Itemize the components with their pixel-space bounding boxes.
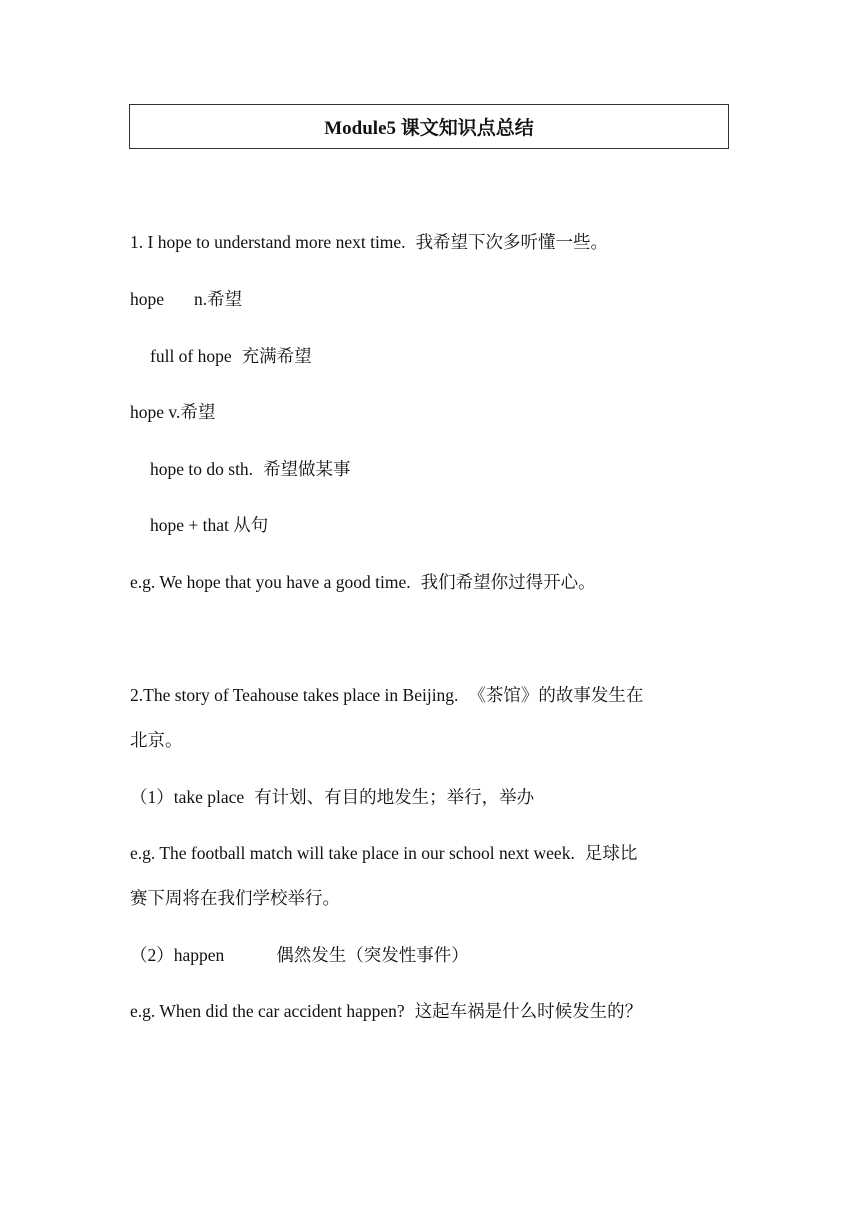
point1-line: [130, 786, 534, 808]
example2-cn: 这起车祸是什么时候发生的？: [414, 1001, 643, 1021]
hope-to-do-cn: 希望做某事: [263, 459, 351, 479]
hope-noun-def: n.希望: [194, 289, 243, 309]
point2-en: happen: [173, 945, 225, 965]
point1-en: take place: [173, 787, 245, 807]
point2-cn: 偶然发生（突发性事件）: [276, 945, 469, 965]
full-of-hope-line: [150, 345, 312, 367]
example1-cn-part1: 足球比: [584, 843, 638, 863]
point2-num: （2）: [130, 945, 174, 965]
example1-cn-part2: 赛下周将在我们学校举行。: [130, 888, 340, 908]
example1-en: e.g. The football match will take place in our school next week.: [130, 843, 575, 863]
section2-sentence: [130, 684, 643, 706]
full-of-hope-en: full of hope: [150, 346, 232, 366]
example1-line-cont: [130, 887, 340, 909]
hope-that: hope + that 从句: [150, 515, 269, 535]
section2-sentence-cont: [130, 729, 183, 751]
hope-noun-line: [130, 288, 242, 310]
hope-verb-line: [130, 401, 215, 423]
example2-en: e.g. When did the car accident happen?: [130, 1001, 405, 1021]
point1-cn: 有计划、有目的地发生；举行，举办: [254, 787, 535, 807]
section1-sentence-cn: 我希望下次多听懂一些。: [415, 232, 609, 252]
section1-sentence: [130, 231, 608, 253]
point2-line: [130, 944, 469, 966]
title-box: [129, 104, 729, 149]
section2-sentence-cn-part1: 《茶馆》的故事发生在: [468, 685, 644, 705]
section1-example-cn: 我们希望你过得开心。: [420, 572, 596, 592]
example2-line: [130, 1000, 642, 1022]
section1-sentence-en: 1. I hope to understand more next time.: [130, 232, 406, 252]
hope-noun-word: hope: [130, 289, 165, 309]
point1-num: （1）: [130, 787, 174, 807]
hope-verb: hope v.希望: [130, 402, 216, 422]
page-title: Module5 课文知识点总结: [324, 118, 534, 139]
section2-sentence-en: 2.The story of Teahouse takes place in Beijing.: [130, 685, 459, 705]
example1-line: [130, 842, 637, 864]
hope-that-line: [150, 514, 268, 536]
full-of-hope-cn: 充满希望: [241, 346, 312, 366]
section1-example-en: e.g. We hope that you have a good time.: [130, 572, 411, 592]
section2-sentence-cn-part2: 北京。: [130, 730, 183, 750]
section1-example: [130, 571, 596, 593]
hope-to-do-line: [150, 458, 351, 480]
hope-to-do-en: hope to do sth.: [150, 459, 254, 479]
